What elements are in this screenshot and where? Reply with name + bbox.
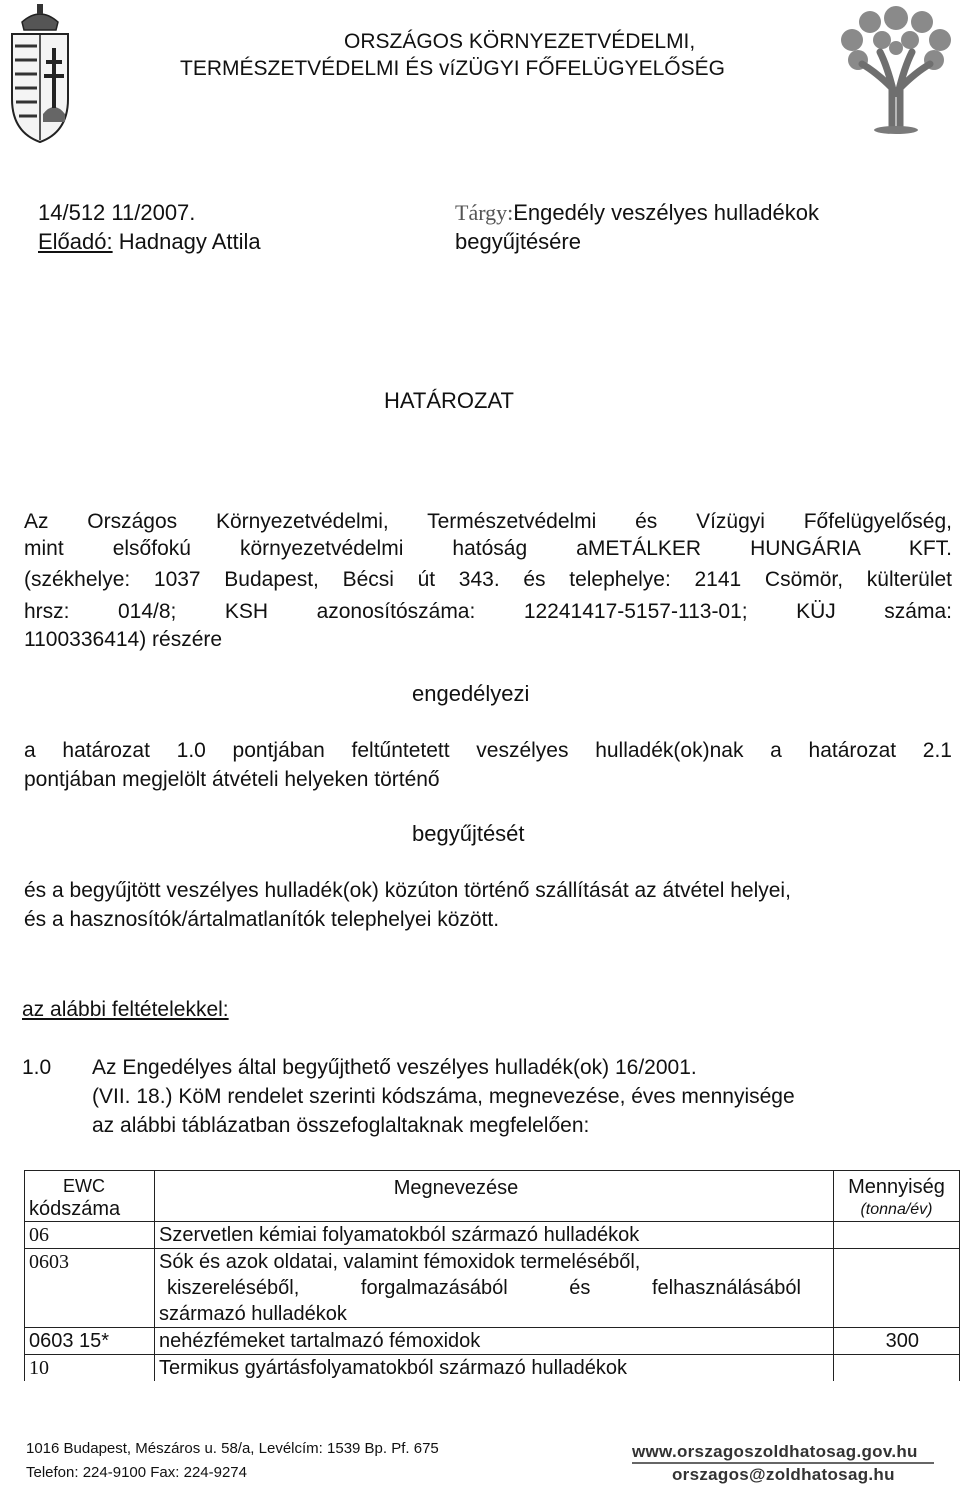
col-header-name: Megnevezése (155, 1171, 834, 1222)
coat-of-arms-logo (6, 4, 74, 144)
row-name-l3: származó hulladékok (159, 1303, 347, 1325)
row-name-l2: kiszereléséből, forgalmazásából és felhasználásából (167, 1277, 801, 1299)
subject-line2: begyűjtésére (455, 229, 581, 254)
col-header-ewc-l2: kódszáma (29, 1198, 121, 1220)
collection-heading: begyűjtését (412, 821, 525, 846)
col-header-ewc-l1: EWC (63, 1176, 105, 1196)
footer-address: 1016 Budapest, Mészáros u. 58/a, Levélcím: 1539 Bp. Pf. 675 (26, 1440, 439, 1457)
intro-line4: hrsz: 014/8; KSH azonosítószáma: 12241417-5157-113-01; KÜJ száma: (24, 600, 952, 623)
footer-website[interactable]: www.orszagoszoldhatosag.gov.hu (632, 1442, 918, 1461)
row-code: 10 (25, 1355, 155, 1382)
presenter-name: Hadnagy Attila (118, 229, 261, 254)
col-header-ewc (25, 1171, 155, 1222)
row-qty (834, 1222, 960, 1249)
scope-line1: a határozat 1.0 pontjában feltűntetett veszélyes hulladék(ok)nak a határozat 2.1 (24, 739, 952, 762)
transport-line2: és a hasznosítók/ártalmatlanítók telephelyei között. (24, 908, 500, 931)
presenter-label: Előadó: (38, 229, 113, 254)
waste-table (24, 1170, 960, 1381)
row-name (155, 1249, 834, 1328)
tree-logo (836, 2, 956, 134)
table-row (25, 1355, 960, 1382)
table-row (25, 1249, 960, 1328)
subject-line1: Engedély veszélyes hulladékok (513, 200, 819, 225)
row-qty (834, 1355, 960, 1382)
table-row (25, 1222, 960, 1249)
row-qty (834, 1249, 960, 1328)
item1-line2: (VII. 18.) KöM rendelet szerinti kódszáma, megnevezése, éves mennyisége (92, 1085, 795, 1108)
conditions-heading: az alábbi feltételekkel: (22, 998, 229, 1021)
subject (455, 198, 819, 228)
row-code: 06 (25, 1222, 155, 1249)
row-name: nehézfémeket tartalmazó fémoxidok (155, 1328, 834, 1355)
intro-line5: 1100336414) részére (24, 628, 223, 651)
agency-name-line2: TERMÉSZETVÉDELMI ÉS víZÜGYI FŐFELÜGYELŐSÉG (180, 57, 725, 80)
item1-line1: Az Engedélyes által begyűjthető veszélyes hulladék(ok) 16/2001. (92, 1056, 697, 1079)
row-name-l1: Sók és azok oldatai, valamint fémoxidok termeléséből, (159, 1251, 641, 1273)
agency-name-line1: ORSZÁGOS KÖRNYEZETVÉDELMI, (344, 30, 696, 53)
footer-email[interactable]: orszagos@zoldhatosag.hu (672, 1465, 895, 1484)
intro-line1: Az Országos Környezetvédelmi, Természetvédelmi és Vízügyi Főfelügyelőség, (24, 510, 952, 533)
intro-line2: mint elsőfokú környezetvédelmi hatóság aMETÁLKER HUNGÁRIA KFT. (24, 537, 952, 560)
table-header-row (25, 1171, 960, 1222)
item1-number: 1.0 (22, 1056, 52, 1079)
subject-label: Tárgy: (455, 200, 514, 225)
col-header-qty-l2: (tonna/év) (860, 1201, 933, 1218)
col-header-qty-l1: Mennyiség (848, 1176, 945, 1198)
row-qty: 300 (834, 1328, 960, 1355)
permits-heading: engedélyezi (412, 681, 530, 706)
row-name: Termikus gyártásfolyamatokból származó hulladékok (155, 1355, 834, 1382)
footer-phone: Telefon: 224-9100 Fax: 224-9274 (26, 1464, 247, 1481)
scope-line2: pontjában megjelölt átvételi helyeken történő (24, 768, 440, 791)
row-name: Szervetlen kémiai folyamatokból származó hulladékok (155, 1222, 834, 1249)
document-title: HATÁROZAT (384, 388, 514, 413)
transport-line1: és a begyűjtött veszélyes hulladék(ok) közúton történő szállítását az átvétel helyei, (24, 879, 791, 902)
intro-line3: (székhelye: 1037 Budapest, Bécsi út 343. és telephelye: 2141 Csömör, külterület (24, 568, 952, 591)
row-code: 0603 15* (25, 1328, 155, 1355)
col-header-qty (834, 1171, 960, 1222)
item1-line3: az alábbi táblázatban összefoglaltaknak megfelelően: (92, 1114, 590, 1137)
file-number: 14/512 11/2007. (38, 200, 196, 225)
table-row (25, 1328, 960, 1355)
row-code: 0603 (25, 1249, 155, 1328)
presenter (38, 227, 261, 257)
